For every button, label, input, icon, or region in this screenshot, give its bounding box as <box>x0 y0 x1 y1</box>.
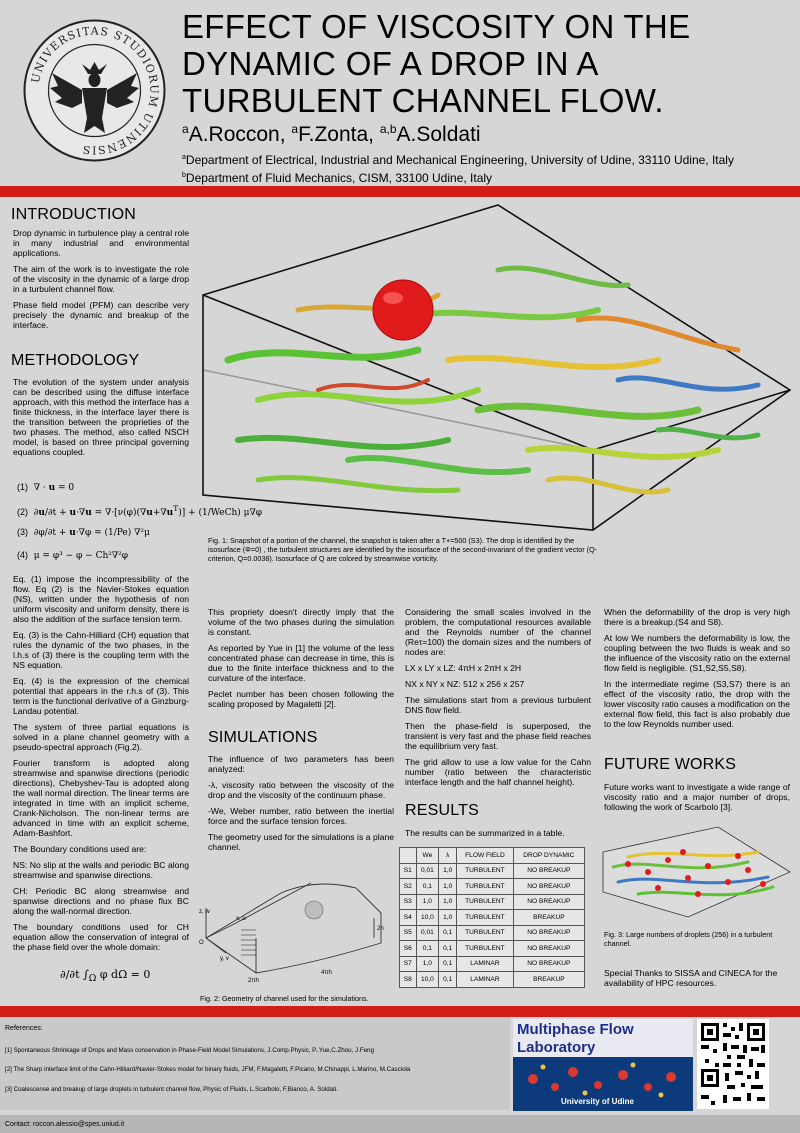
eq3-number: (3) <box>17 527 28 537</box>
equation-1: (1) ∇ · u = 0 <box>17 482 75 493</box>
simulations-paragraph: The influence of two parameters has been analyzed: <box>208 754 394 774</box>
references-heading: References: <box>5 1025 43 1032</box>
poster-title: EFFECT OF VISCOSITY ON THE DYNAMIC OF A DROP IN A TURBULENT CHANNEL FLOW. <box>182 8 691 119</box>
table-cell: NO BREAKUP <box>513 956 584 972</box>
table-cell: 0,01 <box>416 925 439 941</box>
equation-2: (2) $\partial u/\partial t + u\cdot\nabla u = \nabla\cdot[\nu(\varphi)(\nabla u+\nabla u^T)]$ + (1/WeCh) μ∇φ <box>17 504 263 518</box>
table-cell: 10,0 <box>416 910 439 926</box>
table-row <box>400 956 585 972</box>
col3-paragraph: Considering the small scales involved in the problem, the computational resources available and the Reynolds number of the channel (Reτ=100) the domain sizes and the numbers of nodes are: <box>405 607 591 657</box>
table-cell: 0,1 <box>439 925 457 941</box>
table-cell: TURBULENT <box>457 941 514 957</box>
eq4-number: (4) <box>17 550 28 560</box>
table-header-cell: λ <box>439 848 457 864</box>
table-row <box>400 910 585 926</box>
table-cell: TURBULENT <box>457 925 514 941</box>
reference-item: [3] Coalescense and breakup of large droplets in turbulent channel flow, Physic of Fluids, L.Scarbolo, F.Bianco, A. Soldati. <box>5 1086 338 1093</box>
simulations-paragraph: -We, Weber number, ratio between the inertial force and the surface tension forces. <box>208 806 394 826</box>
table-cell: 0,1 <box>439 941 457 957</box>
table-cell: 0,1 <box>416 941 439 957</box>
col2-body <box>208 607 394 715</box>
lab-university: University of Udine <box>561 1097 634 1106</box>
table-cell: LAMINAR <box>457 972 514 988</box>
table-header-cell: We <box>416 848 439 864</box>
methodology-paragraph: Eq. (3) is the Cahn-Hilliard (CH) equation that rules the dynamic of the two phases, in the l.h.s of (3) there is the coupling term with the NS equation. <box>13 630 189 670</box>
university-seal-logo <box>22 18 167 163</box>
svg-text:UNIVERSITAS STUDIORUM UTINENSI: UNIVERSITAS STUDIORUM UTINENSIS <box>28 24 161 157</box>
methodology-paragraph: Eq. (1) impose the incompressibility of the flow. Eq (2) is the Navier-Stokes equation (NS), written under the hypothesis of non uniform viscosity and uniform density, there is also the addition of the surface tension term. <box>13 574 189 624</box>
introduction-paragraph: Phase field model (PFM) can describe very precisely the dynamic and breakup of the interface. <box>13 300 189 330</box>
table-cell: 1,0 <box>416 956 439 972</box>
col3-domain-size: LX x LY x LZ: 4πH x 2πH x 2H <box>405 663 522 673</box>
methodology-body <box>13 574 189 958</box>
future-works-body: Future works want to investigate a wide range of viscosity ratio and a major number of drops, following the work of Scarbolo [3]. <box>604 782 790 812</box>
authors-line <box>182 122 792 147</box>
equation-3: (3) ∂φ/∂t + u·∇φ = (1/Pe) ∇²μ <box>17 527 150 538</box>
acknowledgements: Special Thanks to SISSA and CINECA for the availability of HPC resources. <box>604 968 778 988</box>
table-cell: S7 <box>400 956 417 972</box>
table-cell: TURBULENT <box>457 910 514 926</box>
col4-paragraph: In the intermediate regime (S3,S7) there is an effect of the viscosity ratio, the drop with the lower viscosity ratio causes a modification on the external flow field, this fact is also probably due to the low Reynolds number used. <box>604 679 790 729</box>
methodology-paragraph: The system of three partial equations is solved in a plane channel geometry with a pseudo-spectral approach (Fig.2). <box>13 722 189 752</box>
col2-paragraph: Peclet number has been chosen following the scaling proposed by Magaletti [2]. <box>208 689 394 709</box>
fig2-spanwise-label: 2πh <box>248 978 259 984</box>
table-header-cell <box>400 848 417 864</box>
fig3-droplets-channel <box>598 822 794 922</box>
bottom-red-divider <box>0 1006 800 1017</box>
equation-conservation: ∂/∂t $\int_\Omega$ φ dΩ = 0 <box>60 968 151 985</box>
table-cell: 1,0 <box>416 894 439 910</box>
table-cell: S1 <box>400 863 417 879</box>
table-cell: 1,0 <box>439 863 457 879</box>
fig2-height-label: 2h <box>377 926 384 932</box>
affiliation-b-text: Department of Fluid Mechanics, CISM, 33100 Udine, Italy <box>185 171 493 185</box>
col2-paragraph: As reported by Yue in [1] the volume of the less concentrated phase can decrease in time, this is due to the finite interface thickness and to the curvature of the interface. <box>208 643 394 683</box>
fig2-y-label: y, v <box>220 956 229 962</box>
results-heading: RESULTS <box>405 802 480 819</box>
table-cell: 10,0 <box>416 972 439 988</box>
methodology-intro: The evolution of the system under analysis can be described using the diffuse interface approach, with this method the interface has a finite thickness, in the interface layer there is the transition between the proprieties of the two phases. The method, also called NSCH model, is based on three principal governing equations coupled. <box>13 377 189 457</box>
table-cell: S6 <box>400 941 417 957</box>
methodology-paragraph: Fourier transform is adopted along streamwise and spanwise directions (periodic directions), Chebyshev-Tau is adopted along the wall normal direction. The linear terms are integrated in time with an implicit scheme, Crank-Nicholson. The non-linear terms are advanced in time with an explicit scheme, Adam-Bashfort. <box>13 758 189 838</box>
contact-email: Contact: roccon.alessio@spes.uniud.it <box>5 1121 125 1128</box>
fig1-caption: Fig. 1: Snapshot of a portion of the channel, the snapshot is taken after a T+=500 (S3). The drop is identified by the isosurface (Φ=0) , the turbulent structures are identified by the isosurface of the second-invariant of the gradient vector (Q-criterion, Q=0.0038). Isosurface of Q are colored by streamwise vorticity. <box>208 536 598 563</box>
table-cell: S5 <box>400 925 417 941</box>
table-cell: S8 <box>400 972 417 988</box>
affiliation-a <box>182 153 792 167</box>
table-cell: 0,1 <box>439 972 457 988</box>
table-cell: 0,1 <box>439 956 457 972</box>
table-row <box>400 972 585 988</box>
col3-paragraph: Then the phase-field is superposed, the transient is very fast and the phase field reaches the equilibrium very fast. <box>405 721 591 751</box>
col3-paragraph: The simulations start from a previous turbulent DNS flow field. <box>405 695 591 715</box>
table-cell: TURBULENT <box>457 879 514 895</box>
table-header-cell: DROP DYNAMIC <box>513 848 584 864</box>
table-row <box>400 941 585 957</box>
results-intro: The results can be summarized in a table. <box>405 828 565 838</box>
table-cell: S3 <box>400 894 417 910</box>
introduction-body <box>13 228 189 336</box>
eq1-number: (1) <box>17 482 28 492</box>
simulations-paragraph: -λ, viscosity ratio between the viscosity of the drop and the viscosity of the continuum phase. <box>208 780 394 800</box>
table-cell: 1,0 <box>439 879 457 895</box>
table-cell: BREAKUP <box>513 972 584 988</box>
col3-node-count: NX x NY x NZ: 512 x 256 x 257 <box>405 679 525 689</box>
fig2-channel-geometry <box>196 868 392 988</box>
col4-paragraph: At low We numbers the deformability is low, the coupling between the two fluids is weak and so the influence of the viscosity ratio on the external flow field is negligible. (S1,S2,S5,S8). <box>604 633 790 673</box>
simulations-body <box>208 754 394 858</box>
reference-item: [1] Spontaneous Shrinkage of Drops and Mass conservation in Phase-Field Model SImulations, J.Comp.Physic, P..Yue,C.Zhou, J.Feng <box>5 1047 374 1054</box>
reference-item: [2] The Sharp interface limit of the Cahn-Hilliard/Navier-Stokes model for binary fluids, JFM, F.Magaletti, F.Picano, M.Chinappi, L.Marino, M.Casciola <box>5 1066 411 1073</box>
qr-code[interactable] <box>697 1019 769 1109</box>
table-cell: NO BREAKUP <box>513 863 584 879</box>
affiliation-b <box>182 171 792 185</box>
top-red-divider <box>0 186 800 197</box>
table-cell: 0,1 <box>416 879 439 895</box>
table-cell: NO BREAKUP <box>513 941 584 957</box>
table-row <box>400 894 585 910</box>
fig3-caption: Fig. 3: Large numbers of droplets (256) in a turbulent channel. <box>604 930 773 948</box>
fig1-channel-snapshot <box>198 200 796 535</box>
col3-body <box>405 607 591 793</box>
table-cell: NO BREAKUP <box>513 925 584 941</box>
methodology-paragraph: CH: Periodic BC along streamwise and spanwise directions and no phase flux BC along the wall-normal direction. <box>13 886 189 916</box>
results-table <box>399 847 585 988</box>
table-cell: TURBULENT <box>457 894 514 910</box>
table-row <box>400 879 585 895</box>
introduction-paragraph: The aim of the work is to investigate the role of the viscosity in the dynamic of a large drop in a turbulent channel flow. <box>13 264 189 294</box>
table-header-row <box>400 848 585 864</box>
fig2-z-label: z, w <box>199 909 210 915</box>
methodology-paragraph: The boundary conditions used for CH equation allow the conservation of integral of the phase field over the whole domain: <box>13 922 189 952</box>
lab-title-line1: Multiphase Flow <box>517 1021 634 1038</box>
eq2-number: (2) <box>17 507 28 517</box>
table-cell: S2 <box>400 879 417 895</box>
table-cell: NO BREAKUP <box>513 879 584 895</box>
col4-body <box>604 607 790 735</box>
author-3-sup: a,b <box>379 122 397 136</box>
fig2-caption: Fig. 2: Geometry of channel used for the simulations. <box>200 994 369 1003</box>
simulations-heading: SIMULATIONS <box>208 729 318 746</box>
author-3: A.Soldati <box>396 123 481 146</box>
table-cell: 1,0 <box>439 910 457 926</box>
table-cell: TURBULENT <box>457 863 514 879</box>
future-works-heading: FUTURE WORKS <box>604 756 737 773</box>
table-cell: 1,0 <box>439 894 457 910</box>
methodology-paragraph: NS: No slip at the walls and periodic BC along streamwise and spanwise directions. <box>13 860 189 880</box>
table-cell: S4 <box>400 910 417 926</box>
table-cell: BREAKUP <box>513 910 584 926</box>
affiliation-a-sup: a <box>182 154 186 161</box>
methodology-paragraph: Eq. (4) is the expression of the chemical potential that appears in the r.h.s of (3). This term is the functional derivative of a Ginzburg-Landau potential. <box>13 676 189 716</box>
author-2: F.Zonta, <box>298 123 374 146</box>
col3-paragraph: The grid allow to use a low value for the Cahn number (ratio between the characteristic interface length and the half channel height). <box>405 757 591 787</box>
col4-paragraph: When the deformability of the drop is very high there is a breakup.(S4 and S8). <box>604 607 790 627</box>
affiliation-b-sup: b <box>182 172 186 179</box>
table-header-cell: FLOW FIELD <box>457 848 514 864</box>
methodology-heading: METHODOLOGY <box>11 352 140 369</box>
col2-paragraph: This propriety doesn't directly imply that the volume of the two phases during the simulation is constant. <box>208 607 394 637</box>
table-row <box>400 925 585 941</box>
author-2-sup: a <box>291 122 299 136</box>
fig2-streamwise-label: 4πh <box>321 970 332 976</box>
equation-4: (4) μ = φ³ − φ − Ch²∇²φ <box>17 550 129 561</box>
affiliation-a-text: Department of Electrical, Industrial and Mechanical Engineering, University of Udine, 33110 Udine, Italy <box>185 153 734 167</box>
footer-bar <box>0 1115 800 1133</box>
simulations-paragraph: The geometry used for the simulations is a plane channel. <box>208 832 394 852</box>
table-row <box>400 863 585 879</box>
table-cell: LAMINAR <box>457 956 514 972</box>
fig2-x-label: x, u <box>236 916 246 922</box>
references-box <box>0 1017 510 1110</box>
introduction-paragraph: Drop dynamic in turbulence play a central role in many industrial and environmental applications. <box>13 228 189 258</box>
table-cell: 0,01 <box>416 863 439 879</box>
lab-title-line2: Laboratory <box>517 1039 596 1056</box>
fig2-origin-label: O <box>199 940 204 946</box>
author-1-sup: a <box>182 122 189 136</box>
table-cell: NO BREAKUP <box>513 894 584 910</box>
methodology-paragraph: The Boundary conditions used are: <box>13 844 147 854</box>
author-1: A.Roccon, <box>188 123 286 146</box>
multiphase-lab-logo <box>513 1019 693 1111</box>
introduction-heading: INTRODUCTION <box>11 206 137 223</box>
